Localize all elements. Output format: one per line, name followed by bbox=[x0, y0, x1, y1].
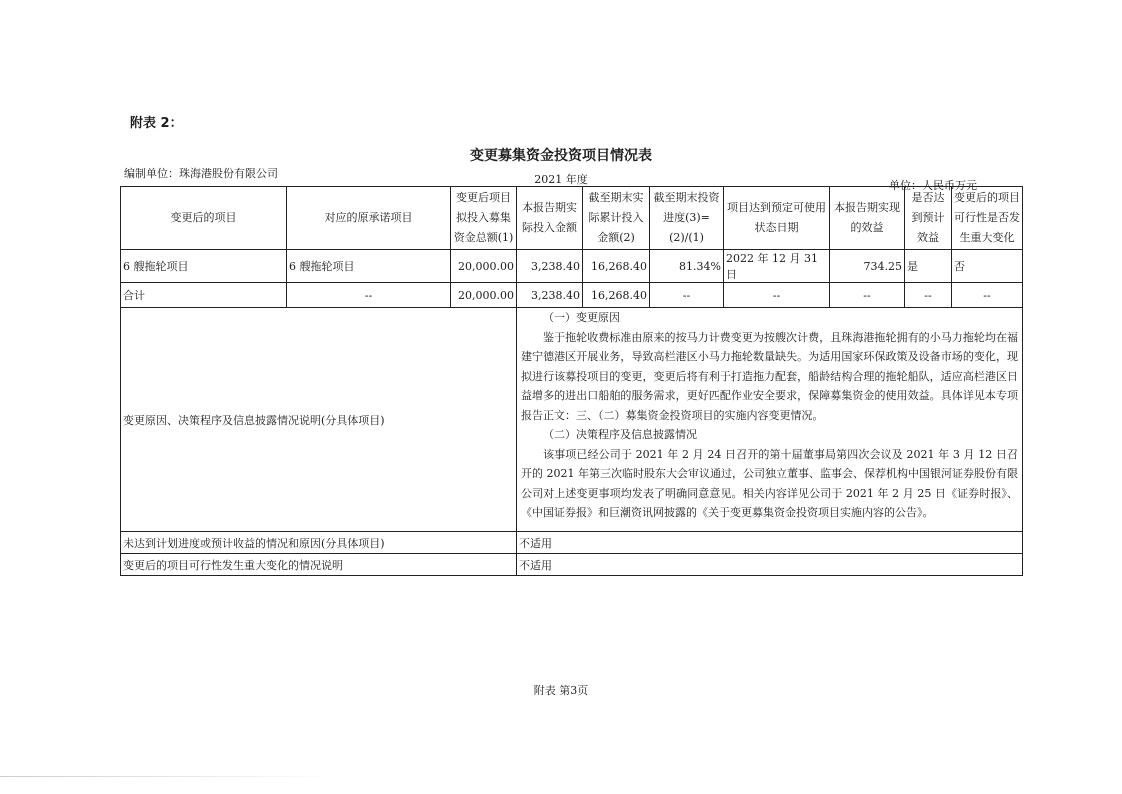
column-header: 对应的原承诺项目 bbox=[287, 187, 451, 250]
cumulative-invest: 16,268.40 bbox=[583, 250, 650, 283]
feasibility-flag: 否 bbox=[952, 250, 1023, 283]
total-ready-date: -- bbox=[724, 283, 830, 308]
reason-paragraph-1: 鉴于拖轮收费标准由原来的按马力计费变更为按艘次计费，且珠海港拖轮拥有的小马力拖轮均在福建宁德港区开展业务，导致高栏港区小马力拖轮数量缺失。为适用国家环保政策及设备市场的变化，现拟进行该募投项目的变更，变更后将有利于打造拖力配套，船龄结构合理的拖轮船队，适应高栏港区日益增多的进出口船舶的服务需求，更好匹配作业安全要求，保障募集资金的使用效益。具体详见本专项报告正文：三、（二）募集资金投资项目的实施内容变更情况。 bbox=[521, 330, 1018, 422]
report-year: 2021 年度 bbox=[534, 173, 588, 186]
appendix-label: 附表 2： bbox=[130, 116, 183, 131]
page-footer: 附表 第3页 bbox=[533, 684, 589, 697]
total-feasibility: -- bbox=[952, 283, 1023, 308]
column-header: 变更后项目拟投入募集资金总额(1) bbox=[451, 187, 517, 250]
feasibility-change-label: 变更后的项目可行性发生重大变化的情况说明 bbox=[121, 554, 517, 576]
total-achieved: -- bbox=[905, 283, 952, 308]
column-header: 变更后的项目 bbox=[121, 187, 287, 250]
column-header: 截至期末投资进度(3)=(2)/(1) bbox=[650, 187, 724, 250]
column-header: 是否达到预计效益 bbox=[905, 187, 952, 250]
total-label: 合计 bbox=[121, 283, 287, 308]
feasibility-change-row bbox=[121, 554, 1023, 576]
column-header: 项目达到预定可使用状态日期 bbox=[724, 187, 830, 250]
achieved-flag: 是 bbox=[905, 250, 952, 283]
not-reached-value: 不适用 bbox=[517, 532, 1023, 554]
table-row bbox=[121, 250, 1023, 283]
original-project: 6 艘拖轮项目 bbox=[287, 250, 451, 283]
column-header: 本报告期实际投入金额 bbox=[517, 187, 583, 250]
column-header: 变更后的项目可行性是否发生重大变化 bbox=[952, 187, 1023, 250]
reason-heading-1: （一）变更原因 bbox=[543, 311, 620, 324]
total-planned: 20,000.00 bbox=[451, 283, 517, 308]
not-reached-row bbox=[121, 532, 1023, 554]
reason-detail bbox=[517, 308, 1023, 532]
total-cumulative: 16,268.40 bbox=[583, 283, 650, 308]
reason-paragraph-2: 该事项已经公司于 2021 年 2 月 24 日召开的第十届董事局第四次会议及 2021 年 3 月 12 日召开的 2021 年第三次临时股东大会审议通过，公司独立董事、监事会、保荐机构中国银河证券股份有限公司对上述变更事项均发表了明确同意意见。相关内容详见公司于 2021 年 2 月 25 日《证券时报》、《中国证券报》和巨潮资讯网披露的《关于变更募集资金投资项目实施内容的公告》。 bbox=[521, 447, 1018, 519]
total-original: -- bbox=[287, 283, 451, 308]
not-reached-label: 未达到计划进度或预计收益的情况和原因(分具体项目) bbox=[121, 532, 517, 554]
total-period-invest: 3,238.40 bbox=[517, 283, 583, 308]
total-progress: -- bbox=[650, 283, 724, 308]
reason-heading-2: （二）决策程序及信息披露情况 bbox=[543, 428, 697, 441]
table-header-row bbox=[121, 187, 1023, 250]
period-benefit: 734.25 bbox=[830, 250, 905, 283]
page-title: 变更募集资金投资项目情况表 bbox=[470, 148, 652, 164]
column-header: 本报告期实现的效益 bbox=[830, 187, 905, 250]
scan-artifact-line bbox=[0, 776, 1122, 777]
planned-amount: 20,000.00 bbox=[451, 250, 517, 283]
project-name: 6 艘拖轮项目 bbox=[121, 250, 287, 283]
feasibility-change-value: 不适用 bbox=[517, 554, 1023, 576]
currency-unit: 单位：人民币万元 bbox=[889, 179, 977, 192]
total-benefit: -- bbox=[830, 283, 905, 308]
period-invest: 3,238.40 bbox=[517, 250, 583, 283]
change-projects-table bbox=[120, 186, 1023, 576]
preparing-unit: 编制单位：珠海港股份有限公司 bbox=[124, 167, 278, 180]
reason-row bbox=[121, 308, 1023, 532]
column-header: 截至期末实际累计投入金额(2) bbox=[583, 187, 650, 250]
reason-label: 变更原因、决策程序及信息披露情况说明(分具体项目) bbox=[121, 308, 517, 532]
ready-date: 2022 年 12 月 31 日 bbox=[724, 250, 830, 283]
progress: 81.34% bbox=[650, 250, 724, 283]
table-row-total bbox=[121, 283, 1023, 308]
